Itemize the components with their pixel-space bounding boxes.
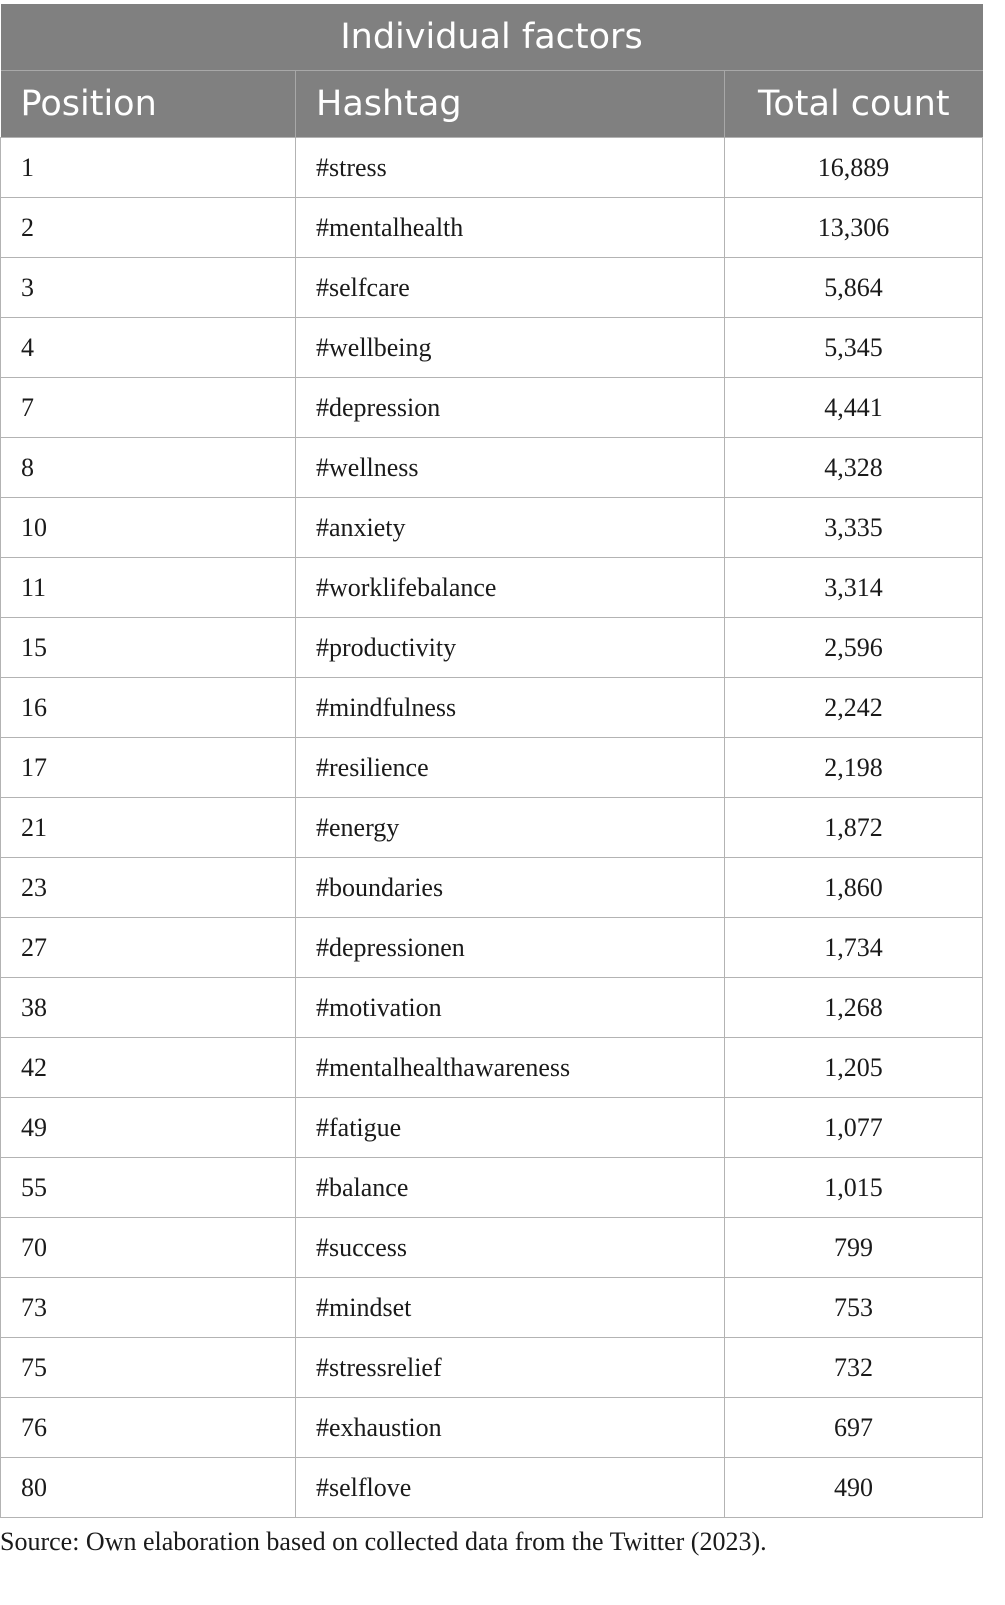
count-cell: 3,335 <box>725 498 983 558</box>
table-title-row <box>1 4 983 71</box>
hashtag-cell: #mentalhealthawareness <box>296 1038 725 1098</box>
hashtag-cell: #mindset <box>296 1278 725 1338</box>
position-cell: 3 <box>1 258 296 318</box>
table-row <box>1 978 983 1038</box>
count-cell: 799 <box>725 1218 983 1278</box>
table-row <box>1 618 983 678</box>
count-cell: 1,268 <box>725 978 983 1038</box>
position-cell: 21 <box>1 798 296 858</box>
hashtag-cell: #mentalhealth <box>296 198 725 258</box>
count-cell: 16,889 <box>725 138 983 198</box>
count-cell: 1,734 <box>725 918 983 978</box>
hashtag-cell: #motivation <box>296 978 725 1038</box>
count-cell: 1,205 <box>725 1038 983 1098</box>
table-row <box>1 1098 983 1158</box>
position-cell: 70 <box>1 1218 296 1278</box>
position-cell: 75 <box>1 1338 296 1398</box>
position-cell: 16 <box>1 678 296 738</box>
table-row <box>1 738 983 798</box>
position-cell: 2 <box>1 198 296 258</box>
count-cell: 753 <box>725 1278 983 1338</box>
table-row <box>1 1398 983 1458</box>
position-cell: 1 <box>1 138 296 198</box>
position-cell: 49 <box>1 1098 296 1158</box>
position-cell: 8 <box>1 438 296 498</box>
count-cell: 5,345 <box>725 318 983 378</box>
hashtag-cell: #selflove <box>296 1458 725 1518</box>
hashtag-table-container <box>0 4 982 1518</box>
hashtag-cell: #balance <box>296 1158 725 1218</box>
table-row <box>1 198 983 258</box>
hashtag-cell: #productivity <box>296 618 725 678</box>
hashtag-cell: #mindfulness <box>296 678 725 738</box>
column-header-hashtag: Hashtag <box>296 71 725 138</box>
column-header-total-count: Total count <box>725 71 983 138</box>
hashtag-cell: #worklifebalance <box>296 558 725 618</box>
count-cell: 732 <box>725 1338 983 1398</box>
position-cell: 15 <box>1 618 296 678</box>
count-cell: 2,242 <box>725 678 983 738</box>
position-cell: 11 <box>1 558 296 618</box>
table-title: Individual factors <box>1 4 983 71</box>
position-cell: 38 <box>1 978 296 1038</box>
position-cell: 80 <box>1 1458 296 1518</box>
hashtag-cell: #stress <box>296 138 725 198</box>
position-cell: 7 <box>1 378 296 438</box>
table-row <box>1 258 983 318</box>
hashtag-cell: #fatigue <box>296 1098 725 1158</box>
position-cell: 55 <box>1 1158 296 1218</box>
position-cell: 42 <box>1 1038 296 1098</box>
count-cell: 4,441 <box>725 378 983 438</box>
count-cell: 1,077 <box>725 1098 983 1158</box>
table-row <box>1 378 983 438</box>
table-header-row <box>1 71 983 138</box>
count-cell: 13,306 <box>725 198 983 258</box>
hashtag-cell: #success <box>296 1218 725 1278</box>
table-row <box>1 678 983 738</box>
table-row <box>1 1338 983 1398</box>
source-note: Source: Own elaboration based on collected data from the Twitter (2023). <box>0 1527 767 1556</box>
table-row <box>1 1278 983 1338</box>
hashtag-table <box>0 4 983 1518</box>
hashtag-cell: #exhaustion <box>296 1398 725 1458</box>
hashtag-cell: #depression <box>296 378 725 438</box>
column-header-position: Position <box>1 71 296 138</box>
count-cell: 490 <box>725 1458 983 1518</box>
table-row <box>1 1038 983 1098</box>
count-cell: 1,015 <box>725 1158 983 1218</box>
count-cell: 2,198 <box>725 738 983 798</box>
hashtag-cell: #boundaries <box>296 858 725 918</box>
count-cell: 1,860 <box>725 858 983 918</box>
table-row <box>1 318 983 378</box>
hashtag-cell: #wellbeing <box>296 318 725 378</box>
count-cell: 3,314 <box>725 558 983 618</box>
hashtag-cell: #wellness <box>296 438 725 498</box>
hashtag-cell: #selfcare <box>296 258 725 318</box>
table-row <box>1 1218 983 1278</box>
position-cell: 10 <box>1 498 296 558</box>
table-row <box>1 498 983 558</box>
table-row <box>1 918 983 978</box>
table-row <box>1 1158 983 1218</box>
table-row <box>1 798 983 858</box>
position-cell: 27 <box>1 918 296 978</box>
table-row <box>1 858 983 918</box>
table-row <box>1 138 983 198</box>
hashtag-cell: #depressionen <box>296 918 725 978</box>
hashtag-cell: #energy <box>296 798 725 858</box>
hashtag-cell: #stressrelief <box>296 1338 725 1398</box>
count-cell: 2,596 <box>725 618 983 678</box>
table-body <box>1 138 983 1518</box>
position-cell: 23 <box>1 858 296 918</box>
table-row <box>1 558 983 618</box>
count-cell: 1,872 <box>725 798 983 858</box>
hashtag-cell: #resilience <box>296 738 725 798</box>
table-row <box>1 1458 983 1518</box>
count-cell: 5,864 <box>725 258 983 318</box>
position-cell: 4 <box>1 318 296 378</box>
position-cell: 73 <box>1 1278 296 1338</box>
hashtag-cell: #anxiety <box>296 498 725 558</box>
count-cell: 697 <box>725 1398 983 1458</box>
position-cell: 17 <box>1 738 296 798</box>
table-row <box>1 438 983 498</box>
count-cell: 4,328 <box>725 438 983 498</box>
position-cell: 76 <box>1 1398 296 1458</box>
